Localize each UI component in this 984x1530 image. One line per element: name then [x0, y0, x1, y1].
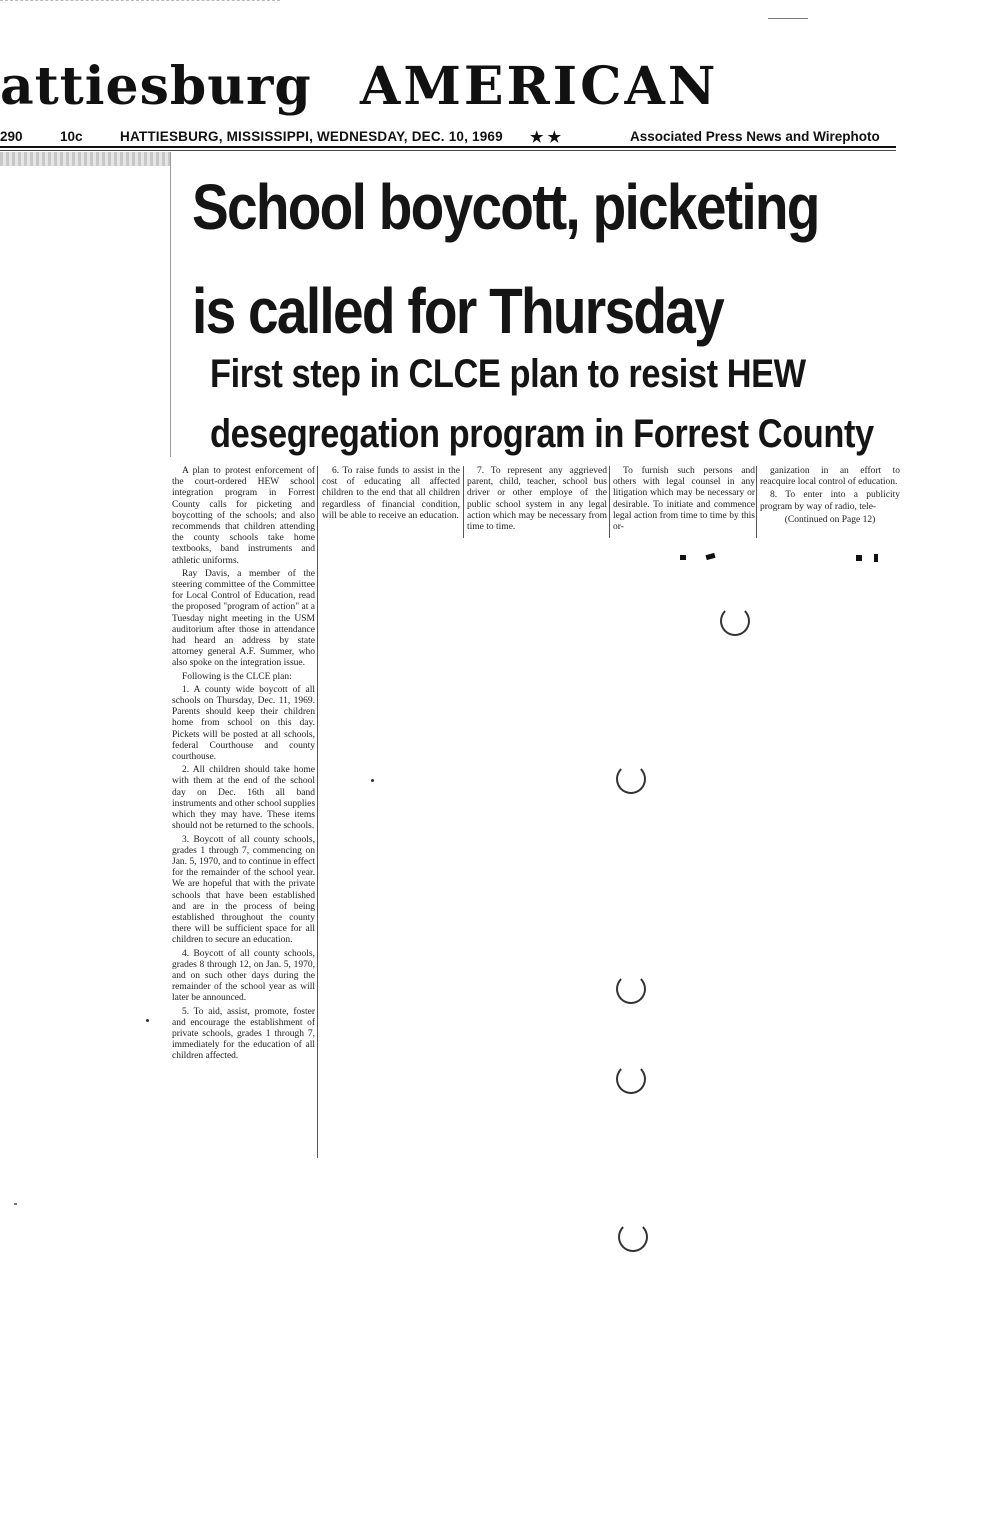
article-column-3 — [467, 466, 607, 535]
headline-line-1: School boycott, picketing — [192, 171, 819, 243]
article-column-4 — [613, 466, 755, 535]
article-paragraph: Ray Davis, a member of the steering committee of the Committee for Local Control of Education, read the proposed "program of action" at a Tuesday night meeting in the USM auditorium after those in attendance had heard an address by state attorney general A.F. Summer, who also spoke on the integration issue. — [172, 568, 315, 669]
newspaper-masthead — [0, 52, 984, 122]
subhead-line-1: First step in CLCE plan to resist HEW — [210, 352, 806, 396]
scan-mark — [856, 555, 862, 561]
column-divider — [609, 466, 610, 538]
column-divider — [463, 466, 464, 538]
continued-note: (Continued on Page 12) — [784, 514, 876, 525]
scan-speck — [768, 18, 808, 19]
masthead-name-left: attiesburg — [0, 56, 312, 117]
article-column-5 — [760, 466, 900, 528]
punch-hole — [616, 764, 646, 794]
article-paragraph: 5. To aid, assist, promote, foster and encourage the establishment of private schools, grades 1 through 7, immediately for the education of all children affected. — [172, 1006, 315, 1062]
article-column-1 — [172, 466, 315, 1065]
punch-hole — [720, 606, 750, 636]
scan-speck — [371, 779, 374, 782]
article-paragraph: ganization in an effort to reacquire local control of education. — [760, 466, 900, 488]
scan-speck — [146, 1019, 149, 1022]
scan-mark — [874, 554, 878, 562]
issue-price: 10c — [60, 129, 83, 144]
masthead-name-right: AMERICAN — [360, 56, 719, 117]
subhead-line-2: desegregation program in Forrest County — [210, 412, 874, 456]
article-paragraph: 1. A county wide boycott of all schools on Thursday, Dec. 11, 1969. Parents should keep their children home from school on this day. Pickets will be posted at all schools, federal Courthouse and county courthouse. — [172, 684, 315, 763]
punch-hole — [616, 974, 646, 1004]
article-paragraph: 7. To represent any aggrieved parent, child, teacher, school bus driver or other employe of the public school system in any legal action which may be necessary from time to time. — [467, 466, 607, 533]
wire-service: Associated Press News and Wirephoto — [630, 129, 880, 144]
article-paragraph: A plan to protest enforcement of the court-ordered HEW school integration program in Forrest County calls for picketing and boycotting of the schools; and also recommends that children attending the county schools take home textbooks, band instruments and athletic uniforms. — [172, 466, 315, 566]
column-divider — [756, 466, 757, 538]
article-paragraph: 3. Boycott of all county schools, grades 1 through 7, commencing on Jan. 5, 1970, and to continue in effect for the remainder of the school year. We are hopeful that with the private schools that have been established and are in the process of being established throughout the county there will be sufficient space for all children to secure an education. — [172, 834, 315, 946]
masthead-rule-thin — [0, 150, 896, 151]
article-column-2 — [322, 466, 460, 524]
scan-mark — [680, 555, 686, 560]
place-and-date: HATTIESBURG, MISSISSIPPI, WEDNESDAY, DEC. 10, 1969 — [120, 129, 503, 144]
scan-speck — [14, 1203, 17, 1205]
article-paragraph: 2. All children should take home with them at the end of the school day on Dec. 16th all band instruments and other school supplies which they may have. These items should not be returned to the schools. — [172, 765, 316, 832]
article-paragraph: To furnish such persons and others with legal counsel in any litigation which may be necessary or desirable. To initiate and commence legal action from time to time by this or- — [613, 466, 755, 533]
article-paragraph: Following is the CLCE plan: — [182, 671, 292, 682]
dateline — [0, 126, 900, 148]
headline-line-2: is called for Thursday — [192, 275, 724, 347]
scan-grey-strip — [0, 152, 170, 166]
punch-hole — [618, 1222, 648, 1252]
masthead-rule — [0, 146, 896, 148]
clipping-edge — [170, 152, 171, 457]
column-divider — [317, 466, 318, 1158]
article-paragraph: 8. To enter into a publicity program by way of radio, tele- — [760, 490, 900, 512]
star-icons: ★ ★ — [530, 129, 562, 146]
scan-mark — [706, 553, 716, 560]
article-paragraph: 6. To raise funds to assist in the cost of educating all affected children to the end that all children regardless of financial condition, will be able to receive an education. — [322, 466, 460, 521]
issue-number: 290 — [0, 129, 23, 144]
article-paragraph: 4. Boycott of all county schools, grades 8 through 12, on Jan. 5, 1970, and on such other days during the remainder of the school year as will later be announced. — [172, 948, 315, 1004]
page-edge-dashes — [0, 0, 280, 1]
punch-hole — [616, 1064, 646, 1094]
